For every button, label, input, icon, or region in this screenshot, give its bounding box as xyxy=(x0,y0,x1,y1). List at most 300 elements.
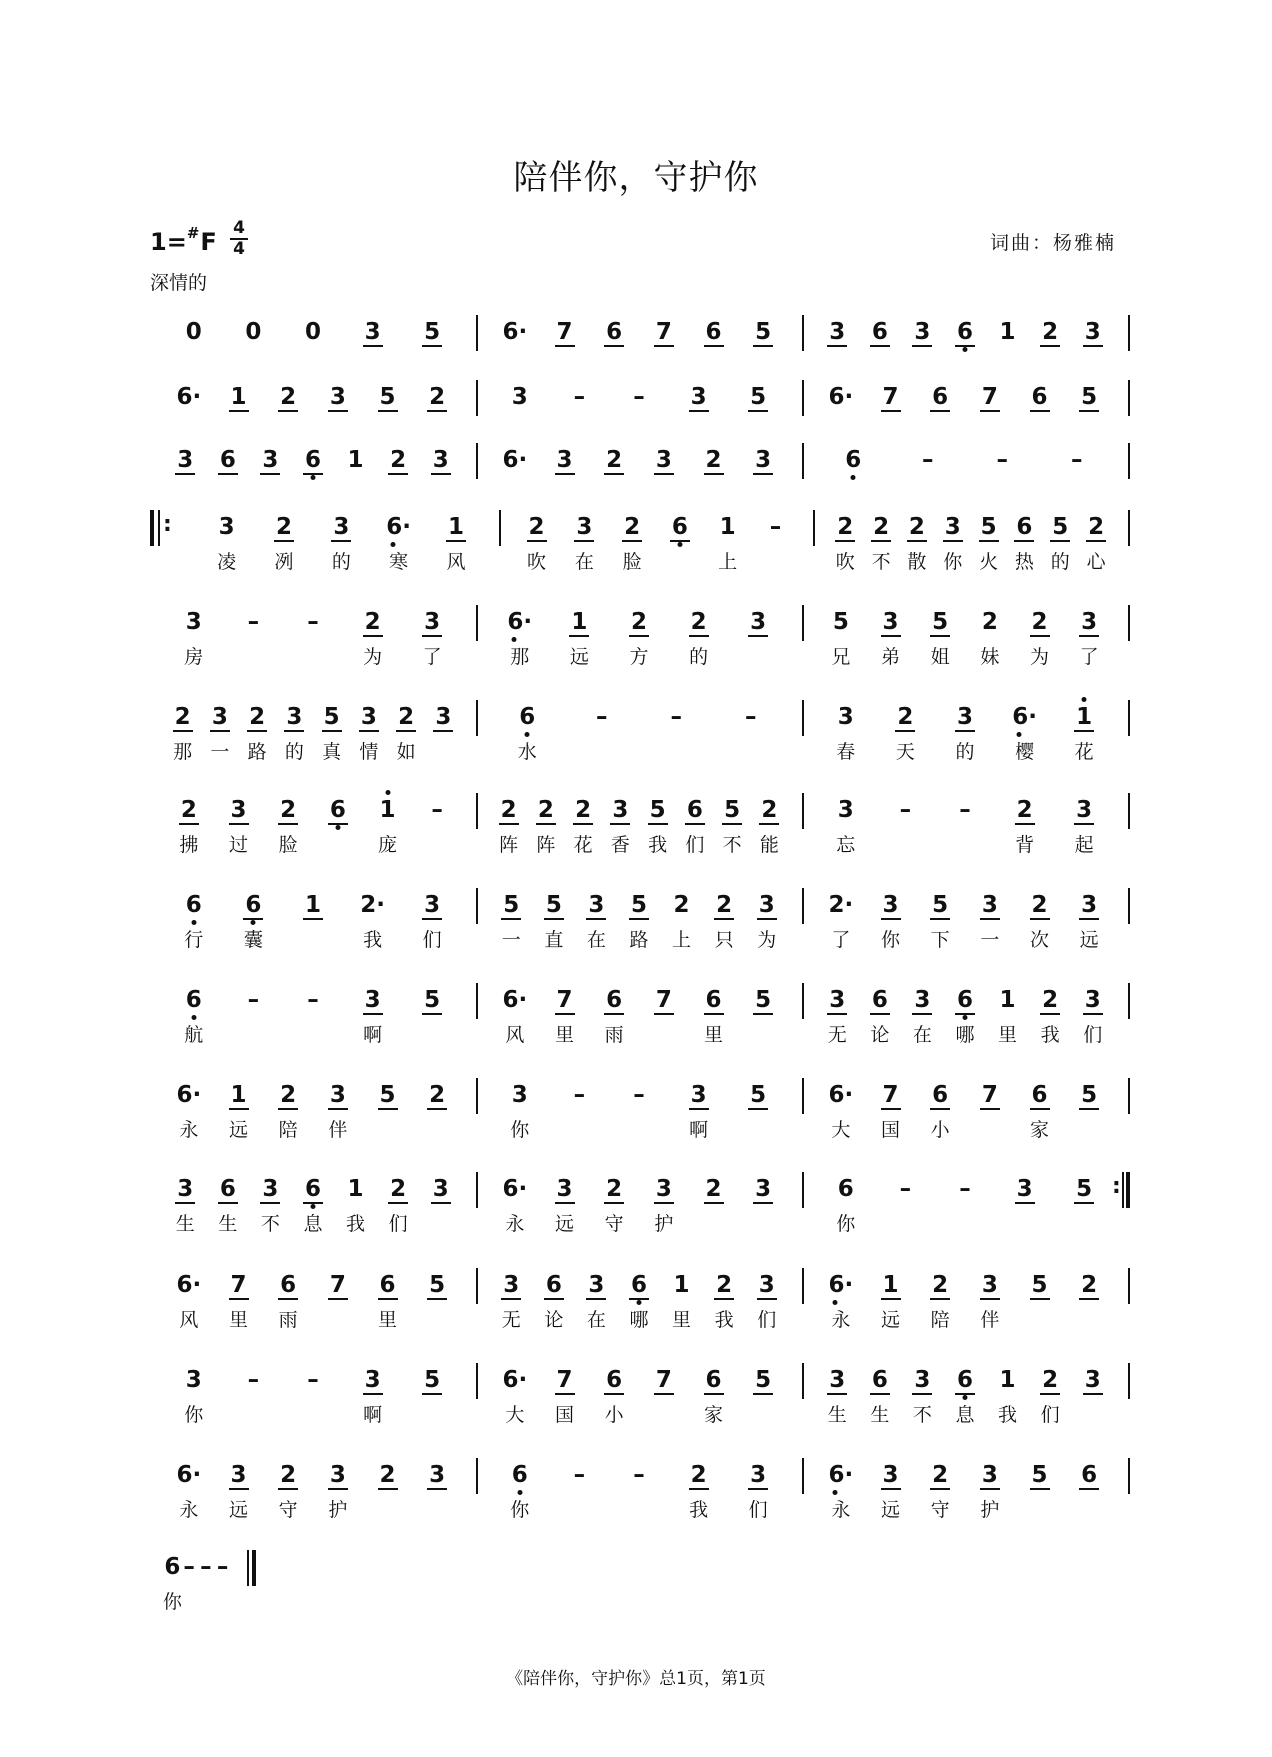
lyric: 陪 xyxy=(930,1309,950,1331)
note: 3 xyxy=(882,1462,899,1488)
eighth-underline xyxy=(278,410,298,412)
eighth-underline xyxy=(378,1298,398,1300)
note: 3 xyxy=(511,1082,528,1108)
sharp-sign: # xyxy=(186,224,200,242)
eighth-underline xyxy=(1030,410,1050,412)
note: 3 xyxy=(503,1272,520,1298)
note: 5 xyxy=(379,1082,396,1108)
eighth-underline xyxy=(284,730,304,732)
note: 2 xyxy=(280,1082,297,1108)
note: 7 xyxy=(981,1082,998,1108)
eighth-underline xyxy=(907,540,927,542)
eighth-underline xyxy=(303,918,323,920)
eighth-underline xyxy=(881,410,901,412)
note: 6 xyxy=(606,987,623,1013)
barline xyxy=(1128,793,1130,829)
eighth-underline xyxy=(1079,1488,1099,1490)
dash-note: – xyxy=(959,1176,971,1202)
eighth-underline xyxy=(689,410,709,412)
eighth-underline xyxy=(446,540,466,542)
lyric: 吹 xyxy=(835,551,855,573)
eighth-underline xyxy=(229,1108,249,1110)
eighth-underline xyxy=(714,1298,734,1300)
lyric: 过 xyxy=(228,834,249,856)
note: 5 xyxy=(980,514,997,540)
note: 3 xyxy=(424,609,441,635)
dash-note: – xyxy=(573,384,586,410)
eighth-underline xyxy=(753,473,773,475)
eighth-underline xyxy=(704,473,724,475)
lyric: 风 xyxy=(505,1024,525,1046)
note: 6 xyxy=(845,447,862,473)
eighth-underline xyxy=(1083,1013,1103,1015)
eighth-underline xyxy=(1074,823,1094,825)
lyric: 上 xyxy=(718,551,738,573)
eighth-underline xyxy=(433,730,453,732)
eighth-underline xyxy=(229,1488,249,1490)
eighth-underline xyxy=(229,1298,249,1300)
lyric: 们 xyxy=(1083,1024,1103,1046)
eighth-underline xyxy=(247,730,267,732)
lyric: 小 xyxy=(604,1404,624,1426)
barline xyxy=(802,315,804,351)
note: 5 xyxy=(1081,384,1098,410)
note: 6 xyxy=(837,1176,854,1202)
eighth-underline xyxy=(1079,918,1099,920)
lyric: 一 xyxy=(980,929,1000,951)
eighth-underline xyxy=(689,1488,709,1490)
lyric: 无 xyxy=(501,1309,521,1331)
dash-note: – xyxy=(1071,447,1083,473)
eighth-underline xyxy=(748,410,768,412)
note: 7 xyxy=(230,1272,247,1298)
lyric: 花 xyxy=(1074,741,1094,763)
lyric: 小 xyxy=(930,1119,950,1141)
note: 5 xyxy=(724,797,741,823)
eighth-underline xyxy=(586,918,606,920)
key-signature xyxy=(150,224,217,256)
lyric: 为 xyxy=(363,646,383,668)
eighth-underline xyxy=(1079,1298,1099,1300)
eighth-underline xyxy=(1040,1393,1060,1395)
lyric: 你 xyxy=(510,1499,530,1521)
note: 6 xyxy=(1081,1462,1098,1488)
lyric: 永 xyxy=(831,1499,851,1521)
note: 5 xyxy=(755,319,772,345)
note: 6 xyxy=(329,797,346,823)
lyric: 真 xyxy=(322,741,342,763)
lyric: 上 xyxy=(672,929,692,951)
key-letter: F xyxy=(200,228,217,256)
note: 2· xyxy=(360,892,385,918)
octave-dot-low xyxy=(851,475,856,480)
note: 2 xyxy=(705,1176,722,1202)
eighth-underline xyxy=(930,635,950,637)
barline xyxy=(476,380,478,416)
note: 5 xyxy=(424,1367,441,1393)
note: 1 xyxy=(347,1176,364,1202)
lyric: 大 xyxy=(831,1119,851,1141)
eighth-underline xyxy=(359,730,379,732)
note: 6 xyxy=(164,1554,181,1580)
lyric: 脸 xyxy=(278,834,298,856)
eighth-underline xyxy=(278,823,298,825)
lyric: 的 xyxy=(284,741,304,763)
note: 2 xyxy=(280,797,297,823)
barline xyxy=(802,1458,804,1494)
note: 7 xyxy=(655,1367,672,1393)
note: 6 xyxy=(185,892,202,918)
eighth-underline xyxy=(648,823,668,825)
note: 3 xyxy=(429,1462,446,1488)
lyric: 你 xyxy=(510,1119,530,1141)
eighth-underline xyxy=(278,1108,298,1110)
note: 6 xyxy=(705,1367,722,1393)
note: 2 xyxy=(1042,987,1059,1013)
note: 3 xyxy=(655,1176,672,1202)
note: 3 xyxy=(262,1176,279,1202)
eighth-underline xyxy=(1083,1393,1103,1395)
eighth-underline xyxy=(501,918,521,920)
barline xyxy=(1128,510,1130,546)
lyric: 行 xyxy=(184,929,204,951)
eighth-underline xyxy=(757,918,777,920)
lyric: 永 xyxy=(179,1499,199,1521)
note: 2 xyxy=(1031,892,1048,918)
lyric: 里 xyxy=(672,1309,692,1331)
note: 3 xyxy=(364,319,381,345)
eighth-underline xyxy=(328,1108,348,1110)
note: 7 xyxy=(556,987,573,1013)
eighth-underline xyxy=(895,730,915,732)
time-sig-bottom: 4 xyxy=(233,239,245,259)
note: 7 xyxy=(556,319,573,345)
dash-note: – xyxy=(996,447,1008,473)
note: 2· xyxy=(828,892,854,918)
eighth-underline xyxy=(1074,1202,1094,1204)
lyric: 论 xyxy=(544,1309,564,1331)
eighth-underline xyxy=(979,540,999,542)
note: 6 xyxy=(185,987,202,1013)
eighth-underline xyxy=(278,1298,298,1300)
dash-note: – xyxy=(247,609,260,635)
note: 6 xyxy=(304,1176,322,1202)
lyric: 生 xyxy=(870,1404,890,1426)
note: 6 xyxy=(956,1367,974,1393)
barline xyxy=(802,1363,804,1399)
note: 3 xyxy=(612,797,629,823)
lyric: 不 xyxy=(722,834,742,856)
lyric: 散 xyxy=(907,551,927,573)
eighth-underline xyxy=(704,345,724,347)
eighth-underline xyxy=(179,823,199,825)
lyric: 在 xyxy=(912,1024,932,1046)
note: 6· xyxy=(386,514,412,540)
note: 6 xyxy=(1031,1082,1048,1108)
note: 2 xyxy=(364,609,381,635)
eighth-underline xyxy=(827,1013,847,1015)
note: 3 xyxy=(981,1272,998,1298)
eighth-underline xyxy=(427,1108,447,1110)
eighth-underline xyxy=(303,1202,323,1204)
eighth-underline xyxy=(881,1298,901,1300)
note: 1 xyxy=(882,1272,899,1298)
lyric: 为 xyxy=(1029,646,1050,668)
dash-note: – xyxy=(183,1554,195,1580)
eighth-underline xyxy=(955,345,975,347)
eighth-underline xyxy=(604,1013,624,1015)
barline xyxy=(802,443,804,479)
eighth-underline xyxy=(912,1393,932,1395)
eighth-underline xyxy=(912,1013,932,1015)
octave-dot-low xyxy=(677,542,682,547)
lyric: 你 xyxy=(880,929,901,951)
barline xyxy=(499,510,501,546)
octave-dot-low xyxy=(963,1015,968,1020)
lyric: 妹 xyxy=(980,646,1000,668)
eighth-underline xyxy=(243,918,263,920)
note: 5 xyxy=(649,797,666,823)
lyric: 路 xyxy=(247,741,267,763)
eighth-underline xyxy=(378,1108,398,1110)
lyric: 不 xyxy=(912,1404,932,1426)
lyric: 守 xyxy=(930,1499,950,1521)
lyric: 息 xyxy=(955,1404,975,1426)
eighth-underline xyxy=(278,1488,298,1490)
note: 6 xyxy=(630,1272,648,1298)
lyric: 们 xyxy=(388,1213,408,1235)
eighth-underline xyxy=(303,473,323,475)
lyric: 永 xyxy=(179,1119,199,1141)
barline xyxy=(1128,315,1130,351)
note: 2 xyxy=(429,1082,446,1108)
note: 1 xyxy=(1076,704,1093,730)
lyric: 路 xyxy=(629,929,649,951)
note: 6 xyxy=(932,384,949,410)
eighth-underline xyxy=(431,473,451,475)
eighth-underline xyxy=(870,345,890,347)
note: 3 xyxy=(655,447,672,473)
note: 2 xyxy=(932,1272,949,1298)
eighth-underline xyxy=(1030,1488,1050,1490)
lyric: 生 xyxy=(827,1404,847,1426)
lyric: 我 xyxy=(998,1404,1018,1426)
lyric: 息 xyxy=(303,1213,323,1235)
lyric: 天 xyxy=(895,741,915,763)
eighth-underline xyxy=(544,918,564,920)
eighth-underline xyxy=(229,823,249,825)
eighth-underline xyxy=(670,540,690,542)
eighth-underline xyxy=(274,540,294,542)
lyric: 只 xyxy=(714,929,734,951)
lyric: 们 xyxy=(748,1499,768,1521)
barline xyxy=(802,1172,804,1208)
note: 5 xyxy=(379,384,396,410)
note: 1 xyxy=(999,987,1016,1013)
note: 6 xyxy=(705,987,722,1013)
note: 2 xyxy=(606,447,623,473)
barline xyxy=(1128,443,1130,479)
eighth-underline xyxy=(930,1298,950,1300)
lyric: 永 xyxy=(831,1309,851,1331)
lyric: 伴 xyxy=(980,1309,1000,1331)
barline xyxy=(476,793,478,829)
note: 2 xyxy=(1042,1367,1059,1393)
eighth-underline xyxy=(622,540,642,542)
eighth-underline xyxy=(555,1202,575,1204)
eighth-underline xyxy=(604,345,624,347)
eighth-underline xyxy=(328,1488,348,1490)
note: 3 xyxy=(758,892,775,918)
note: 2 xyxy=(249,704,266,730)
lyric: 里 xyxy=(228,1309,249,1331)
barline xyxy=(802,380,804,416)
barline xyxy=(476,983,478,1019)
note: 6· xyxy=(1012,704,1037,730)
eighth-underline xyxy=(536,823,556,825)
eighth-underline xyxy=(955,730,975,732)
note: 3 xyxy=(1084,319,1101,345)
lyric: 兄 xyxy=(831,646,851,668)
lyric: 囊 xyxy=(243,929,263,951)
lyric: 家 xyxy=(1029,1119,1050,1141)
lyric: 你 xyxy=(162,1591,182,1613)
eighth-underline xyxy=(173,730,193,732)
eighth-underline xyxy=(331,540,351,542)
dash-note: – xyxy=(633,1462,645,1488)
note: 3 xyxy=(177,447,194,473)
note: 6· xyxy=(176,1082,202,1108)
dash-note: – xyxy=(573,1462,586,1488)
lyric: 火 xyxy=(979,551,999,573)
note: 5 xyxy=(323,704,340,730)
note: 3 xyxy=(185,609,202,635)
note: 2 xyxy=(673,892,690,918)
lyric: 我 xyxy=(689,1499,709,1521)
eighth-underline xyxy=(1030,635,1050,637)
eighth-underline xyxy=(427,1488,447,1490)
note: 2 xyxy=(398,704,415,730)
eighth-underline xyxy=(654,1393,674,1395)
eighth-underline xyxy=(689,1108,709,1110)
note: 3 xyxy=(1081,609,1098,635)
lyric: 下 xyxy=(930,929,950,951)
note: 3 xyxy=(1084,987,1101,1013)
lyric: 护 xyxy=(980,1499,1000,1521)
note: 2 xyxy=(897,704,914,730)
barline xyxy=(1128,1363,1130,1399)
eighth-underline xyxy=(218,473,238,475)
eighth-underline xyxy=(501,1298,521,1300)
note: 7 xyxy=(329,1272,346,1298)
repeat-start-dots: : xyxy=(163,512,172,537)
eighth-underline xyxy=(704,1013,724,1015)
note: 2 xyxy=(180,797,197,823)
lyric: 寒 xyxy=(389,551,409,573)
lyric: 凌 xyxy=(217,551,237,573)
note: 2 xyxy=(624,514,641,540)
note: 5 xyxy=(832,609,849,635)
note: 5 xyxy=(750,384,767,410)
eighth-underline xyxy=(748,1488,768,1490)
lyric: 远 xyxy=(228,1119,249,1141)
eighth-underline xyxy=(930,1488,950,1490)
octave-dot-low xyxy=(191,920,196,925)
note: 6 xyxy=(379,1272,396,1298)
note: 2 xyxy=(705,447,722,473)
eighth-underline xyxy=(422,1393,442,1395)
barline xyxy=(1128,983,1130,1019)
lyric: 樱 xyxy=(1015,741,1035,763)
eighth-underline xyxy=(378,1488,398,1490)
lyric: 伴 xyxy=(328,1119,348,1141)
note: 1 xyxy=(304,892,322,918)
eighth-underline xyxy=(422,635,442,637)
lyric: 远 xyxy=(1079,929,1099,951)
barline xyxy=(813,510,815,546)
note: 7 xyxy=(981,384,998,410)
dash-note: – xyxy=(247,987,260,1013)
note: 3 xyxy=(690,1082,707,1108)
eighth-underline xyxy=(689,635,709,637)
note: 3 xyxy=(944,514,961,540)
lyric: 吹 xyxy=(527,551,547,573)
eighth-underline xyxy=(881,918,901,920)
eighth-underline xyxy=(827,1393,847,1395)
eighth-underline xyxy=(604,1202,624,1204)
eighth-underline xyxy=(704,1202,724,1204)
eighth-underline xyxy=(604,473,624,475)
eighth-underline xyxy=(980,410,1000,412)
lyric: 国 xyxy=(880,1119,901,1141)
note: 6· xyxy=(502,447,528,473)
note: 3 xyxy=(981,1462,998,1488)
eighth-underline xyxy=(827,345,847,347)
note: 2 xyxy=(275,514,293,540)
eighth-underline xyxy=(980,1108,1000,1110)
repeat-start-thick xyxy=(150,510,154,546)
note: 6 xyxy=(686,797,703,823)
eighth-underline xyxy=(759,823,779,825)
lyric: 不 xyxy=(260,1213,280,1235)
lyric: 远 xyxy=(554,1213,575,1235)
note: 3 xyxy=(750,1462,767,1488)
barline xyxy=(476,605,478,641)
lyric: 护 xyxy=(328,1499,348,1521)
dash-note: – xyxy=(899,797,912,823)
lyric: 了 xyxy=(422,646,442,668)
lyric: 在 xyxy=(574,551,594,573)
note: 2 xyxy=(390,447,407,473)
lyric: 我 xyxy=(363,929,383,951)
eighth-underline xyxy=(1079,635,1099,637)
note: 3 xyxy=(914,987,931,1013)
lyric: 花 xyxy=(573,834,593,856)
note: 6· xyxy=(176,384,202,410)
barline xyxy=(476,315,478,351)
note: 2 xyxy=(908,514,925,540)
note: 5 xyxy=(755,1367,772,1393)
lyric: 情 xyxy=(359,741,379,763)
eighth-underline xyxy=(980,918,1000,920)
note: 2 xyxy=(1031,609,1048,635)
note: 6· xyxy=(828,384,854,410)
lyric: 国 xyxy=(554,1404,575,1426)
note: 6 xyxy=(606,319,623,345)
octave-dot-low xyxy=(637,1300,642,1305)
barline xyxy=(476,1458,478,1494)
barline xyxy=(802,888,804,924)
